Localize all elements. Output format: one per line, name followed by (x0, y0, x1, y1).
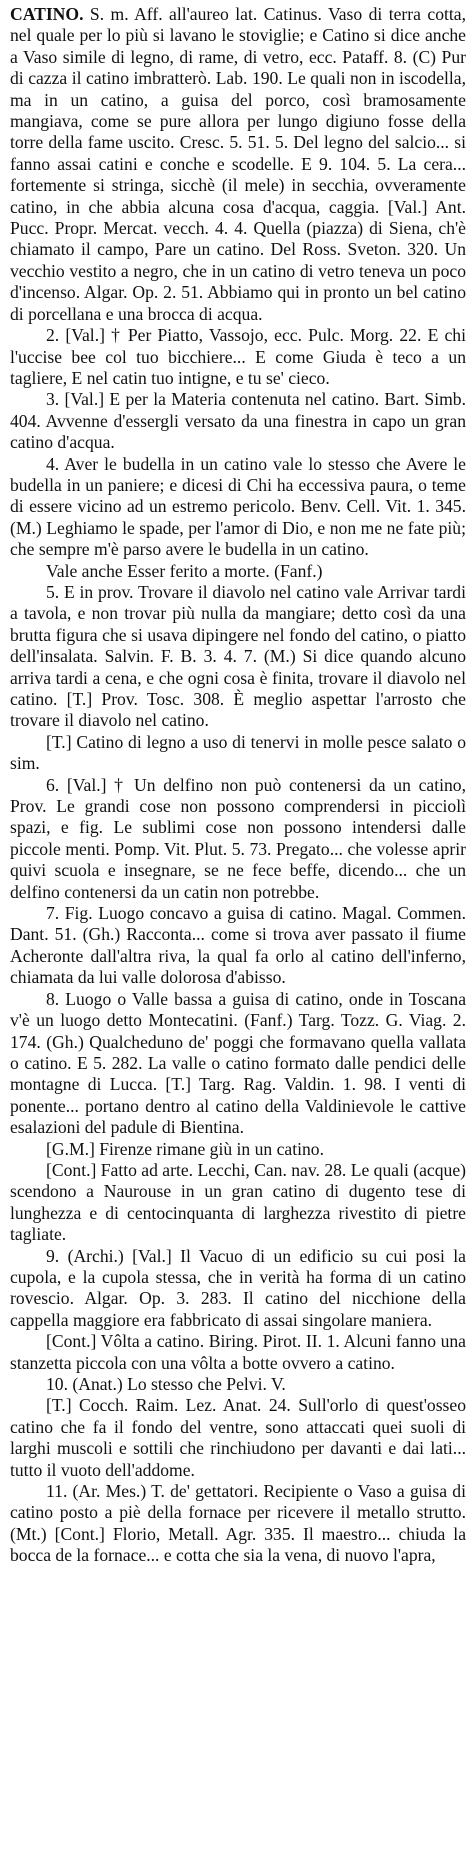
entry-paragraph-10: 10. (Anat.) Lo stesso che Pelvi. V. (46, 1374, 286, 1394)
entry-paragraph-8: 8. Luogo o Valle bassa a guisa di catino, onde in Toscana v'è un luogo detto Montecatini. (Fanf.) Targ. Tozz. G. Viag. 2. 174. (Gh.) Qualcheduno de' poggi che formavano quella vallata o catino. E 5. 282. La valle o catino formato dalle pendici delle montagne di Lucca. [T.] Targ. Rag. Valdin. 1. 98. I venti di ponente... portano dentro al catino della Valdinievole le cattive esalazioni del padule di Bientina. (10, 988, 466, 1138)
entry-paragraph-3: 3. [Val.] E per la Materia contenuta nel catino. Bart. Simb. 404. Avvenne d'essergli versato da una finestra in capo un gran catino d'acqua. (10, 389, 466, 453)
entry-subparagraph-8a: [G.M.] Firenze rimane giù in un catino. (46, 1138, 325, 1159)
entry-subparagraph-8b: [Cont.] Fatto ad arte. Lecchi, Can. nav. 28. Le quali (acque) scendono a Naurouse in un gran catino di dugento tese di lunghezza e di centocinquanta di larghezza rivestito di pietre tagliate. (10, 1159, 466, 1245)
entry-paragraph-11: 11. (Ar. Mes.) T. de' gettatori. Recipiente o Vaso a guisa di catino posto a piè della fornace per ricevere il metallo strutto. (Mt.) [Cont.] Florio, Metall. Agr. 335. Il maestro... chiuda la bocca de la fornace... e cotta che sia la vena, di nuovo l'apra, (10, 1481, 466, 1566)
entry-paragraph-6: 6. [Val.] † Un delfino non può contenersi da un catino, Prov. Le grandi cose non possono comprendersi in picciolì spazi, e fig. Le sublimi cose non possono intendersi dalle piccole menti. Pomp. Vit. Plut. 5. 73. Pregato... che volesse aprir quivi scuola e insegnare, se ne fece beffe, dicendo... che un delfino contenersi da un catin non potrebbe. (10, 774, 466, 902)
entry-paragraph-7: 7. Fig. Luogo concavo a guisa di catino. Magal. Commen. Dant. 51. (Gh.) Racconta... come si trova aver passato il fiume Acheronte dall'altra riva, la qual fa orlo al catino dell'inferno, chiamata da lui valle dolorosa d'abisso. (10, 903, 466, 988)
entry-paragraph-9: 9. (Archi.) [Val.] Il Vacuo di un edificio su cui posi la cupola, e la cupola stessa, che in verità ha forma di un catino rovescio. Algar. Op. 3. 283. Il catino del nicchione della cappella maggiore era fabbricato di assai singolare maniera. (10, 1245, 466, 1330)
entry-paragraph-5: 5. E in prov. Trovare il diavolo nel catino vale Arrivar tardi a tavola, e non trovar più nulla da mangiare; detto così da una brutta figura che si usava dipingere nel fondo del catino, o piatto dell'insalata. Salvin. F. B. 3. 4. 7. (M.) Si dice quando alcuno arriva tardi a cena, e che ogni cosa è finita, trovare il diavolo nel catino. [T.] Prov. Tosc. 308. È meglio aspettar l'arrosto che trovare il diavolo nel catino. (10, 581, 466, 731)
entry-subparagraph-4a: Vale anche Esser ferito a morte. (Fanf.) (46, 560, 323, 581)
entry-subparagraph-5a: [T.] Catino di legno a uso di tenervi in molle pesce salato o sim. (10, 731, 466, 774)
entry-paragraph-1 (10, 4, 466, 325)
entry-definition: S. m. Aff. all'aureo lat. Catinus. Vaso di terra cotta, nel quale per lo più si lavano le stoviglie; e Catino si dice anche a Vaso simile di legno, di rame, di vetro, ecc. Pataff. 8. (C) Pur di cazza il catino imbratterò. Lab. 190. Le quali non in iscodella, ma in un catino, a guisa del porco, così bramosamente mangiava, come se pure allora per lungo digiuno fosse della torre della fame uscito. Cresc. 5. 51. 5. Del legno del salcio... si fanno assai catini e conche e scodelle. E 9. 104. 5. La cera... fortemente si stringa, sicchè (il mele) in secchia, ovveramente catino, in che abbia alcuna cosa d'acqua, caggia. [Val.] Ant. Pucc. Propr. Mercat. vecch. 4. 4. Quella (piazza) di Siena, ch'è chiamato il campo, Pare un catino. Del Ross. Sveton. 320. Un vecchio vestito a negro, che in un catino di vetro teneva un poco d'incenso. Algar. Op. 2. 51. Abbiamo qui in pronto un bel catino di porcellana e una brocca di acqua. (10, 4, 466, 324)
entry-subparagraph-10a: [T.] Cocch. Raim. Lez. Anat. 24. Sull'orlo di quest'osseo catino che fa il fondo del ventre, sono attaccati quei suoli di larghi muscoli e sottili che rinchiudono per davanti e dai lati... tutto il vuoto dell'addome. (10, 1395, 466, 1480)
entry-paragraph-4: 4. Aver le budella in un catino vale lo stesso che Avere le budella in un paniere; e dicesi di Chi ha eccessiva paura, o teme di essere vicino ad un estremo pericolo. Benv. Cell. Vit. 1. 345. (M.) Leghiamo le spade, per l'amor di Dio, e non me ne fate più; che sempre m'è parso avere le budella in un catino. (10, 453, 466, 560)
entry-headword: CATINO. (10, 4, 84, 24)
entry-subparagraph-9a: [Cont.] Vôlta a catino. Biring. Pirot. II. 1. Alcuni fanno una stanzetta piccola con una vôlta a botte ovvero a catino. (10, 1331, 466, 1373)
entry-paragraph-2: 2. [Val.] † Per Piatto, Vassojo, ecc. Pulc. Morg. 22. E chi l'uccise bee col tuo bicchiere... E come Giuda è teco a un tagliere, E nel catin tuo intigne, e tu se' cieco. (10, 325, 466, 388)
